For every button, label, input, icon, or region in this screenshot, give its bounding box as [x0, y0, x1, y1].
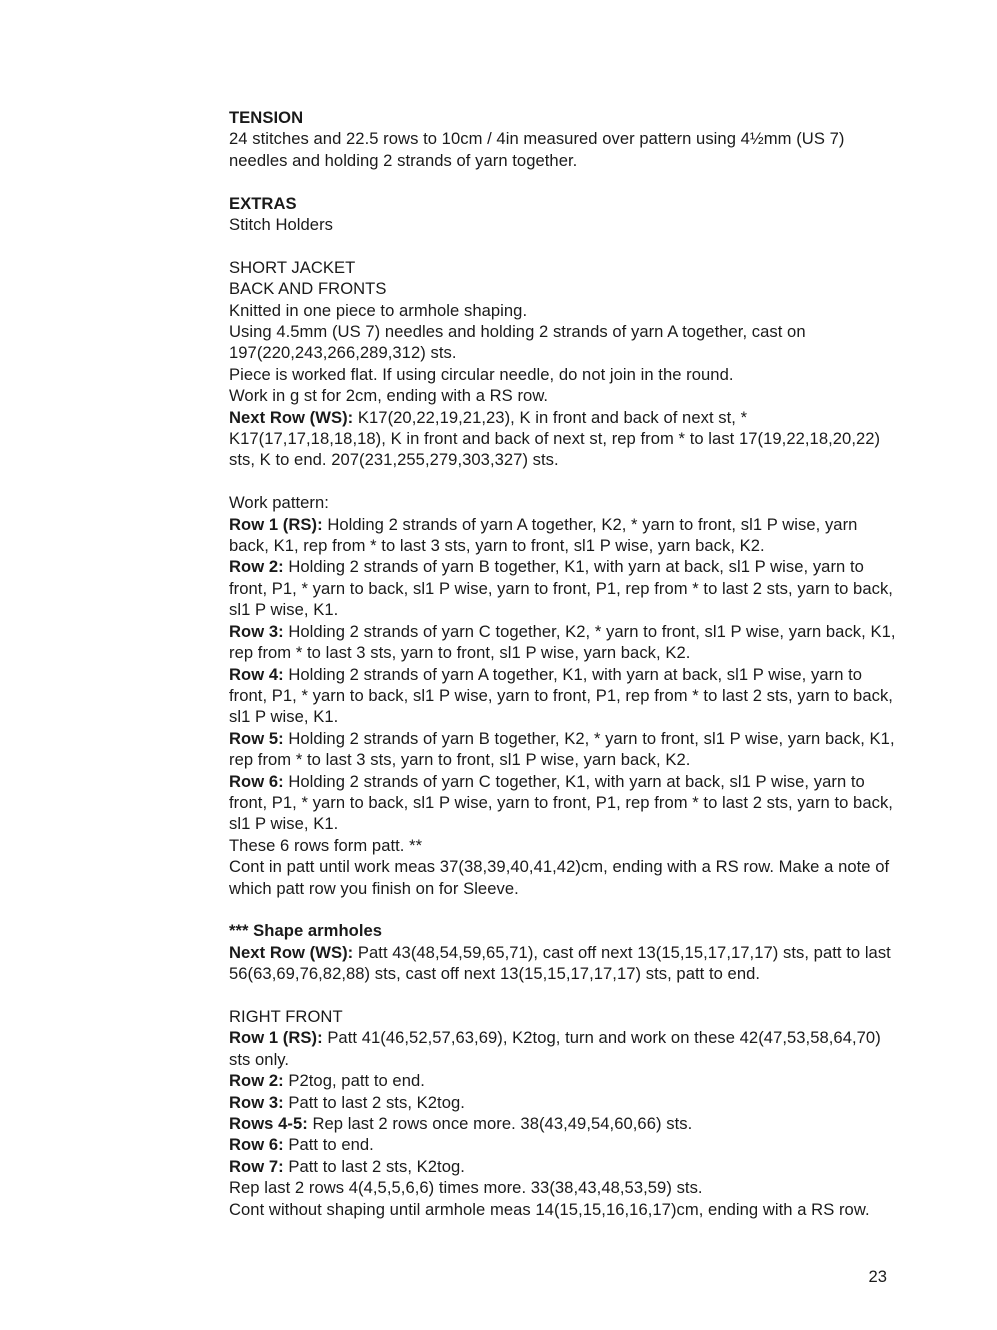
pattern-row: Row 4: Holding 2 strands of yarn A together, K1, with yarn at back, sl1 P wise, yarn to front, P1, * yarn to back, sl1 P wise, yarn to front, P1, rep from * to last 2 sts, yarn to back, sl1 P wise, K1.: [229, 664, 893, 727]
right-front-continue: Cont without shaping until armhole meas 14(15,15,16,16,17)cm, ending with a RS row.: [229, 1199, 870, 1219]
right-front-row: Row 2: P2tog, patt to end.: [229, 1071, 425, 1091]
pattern-row: Row 6: Holding 2 strands of yarn C together, K1, with yarn at back, sl1 P wise, yarn to front, P1, * yarn to back, sl1 P wise, yarn to front, P1, rep from * to last 2 sts, yarn to back, sl1 P wise, K1.: [229, 771, 893, 834]
jacket-line: Piece is worked flat. If using circular needle, do not join in the round.: [229, 364, 734, 384]
right-front-row: Row 6: Patt to end.: [229, 1135, 374, 1155]
pattern-row: Row 5: Holding 2 strands of yarn B together, K2, * yarn to front, sl1 P wise, yarn back, K1, rep from * to last 3 sts, yarn to front, sl1 P wise, yarn back, K2.: [229, 728, 895, 770]
right-front-row: Row 3: Patt to last 2 sts, K2tog.: [229, 1092, 465, 1112]
extras-text: Stitch Holders: [229, 215, 333, 235]
right-front-row: Row 7: Patt to last 2 sts, K2tog.: [229, 1156, 465, 1176]
pattern-row: Row 3: Holding 2 strands of yarn C together, K2, * yarn to front, sl1 P wise, yarn back, K1, rep from * to last 3 sts, yarn to front, sl1 P wise, yarn back, K2.: [229, 621, 896, 663]
right-front-row: Rows 4-5: Rep last 2 rows once more. 38(43,49,54,60,66) sts.: [229, 1114, 693, 1134]
next-row-instruction: Next Row (WS): K17(20,22,19,21,23), K in front and back of next st, * K17(17,17,18,18,18), K in front and back of next st, rep from * to last 17(19,22,18,20,22) sts, K to end. 207(231,255,279,303,327) sts.: [229, 407, 881, 470]
pattern-page: [229, 107, 897, 1220]
page-number: 23: [868, 1267, 887, 1286]
jacket-line: Knitted in one piece to armhole shaping.: [229, 300, 528, 320]
jacket-line: Using 4.5mm (US 7) needles and holding 2 strands of yarn A together, cast on 197(220,243,266,289,312) sts.: [229, 322, 806, 363]
pattern-row: Row 2: Holding 2 strands of yarn B together, K1, with yarn at back, sl1 P wise, yarn to front, P1, * yarn to back, sl1 P wise, yarn to front, P1, rep from * to last 2 sts, yarn to back, sl1 P wise, K1.: [229, 557, 893, 620]
pattern-intro: Work pattern:: [229, 493, 329, 513]
right-front-title: RIGHT FRONT: [229, 1006, 343, 1026]
pattern-form-note: These 6 rows form patt. **: [229, 835, 423, 855]
jacket-title: SHORT JACKET: [229, 257, 356, 277]
pattern-continue: Cont in patt until work meas 37(38,39,40,41,42)cm, ending with a RS row. Make a note of which patt row you finish on for Sleeve.: [229, 857, 890, 898]
right-front-row: Row 1 (RS): Patt 41(46,52,57,63,69), K2tog, turn and work on these 42(47,53,58,64,70) sts only.: [229, 1028, 881, 1069]
extras-heading: EXTRAS: [229, 193, 297, 213]
tension-heading: TENSION: [229, 108, 304, 127]
armholes-heading: *** Shape armholes: [229, 921, 383, 941]
jacket-line: Work in g st for 2cm, ending with a RS row.: [229, 386, 549, 406]
pattern-row: Row 1 (RS): Holding 2 strands of yarn A together, K2, * yarn to front, sl1 P wise, yarn back, K1, rep from * to last 3 sts, yarn to front, sl1 P wise, yarn back, K2.: [229, 514, 858, 556]
tension-text: 24 stitches and 22.5 rows to 10cm / 4in measured over pattern using 4½mm (US 7) needles and holding 2 strands of yarn together.: [229, 129, 845, 170]
right-front-repeat: Rep last 2 rows 4(4,5,5,6,6) times more. 33(38,43,48,53,59) sts.: [229, 1178, 703, 1198]
armholes-instruction: Next Row (WS): Patt 43(48,54,59,65,71), cast off next 13(15,15,17,17,17) sts, patt to last 56(63,69,76,82,88) sts, cast off next 13(15,15,17,17,17) sts, patt to end.: [229, 942, 891, 984]
jacket-subtitle: BACK AND FRONTS: [229, 279, 387, 299]
